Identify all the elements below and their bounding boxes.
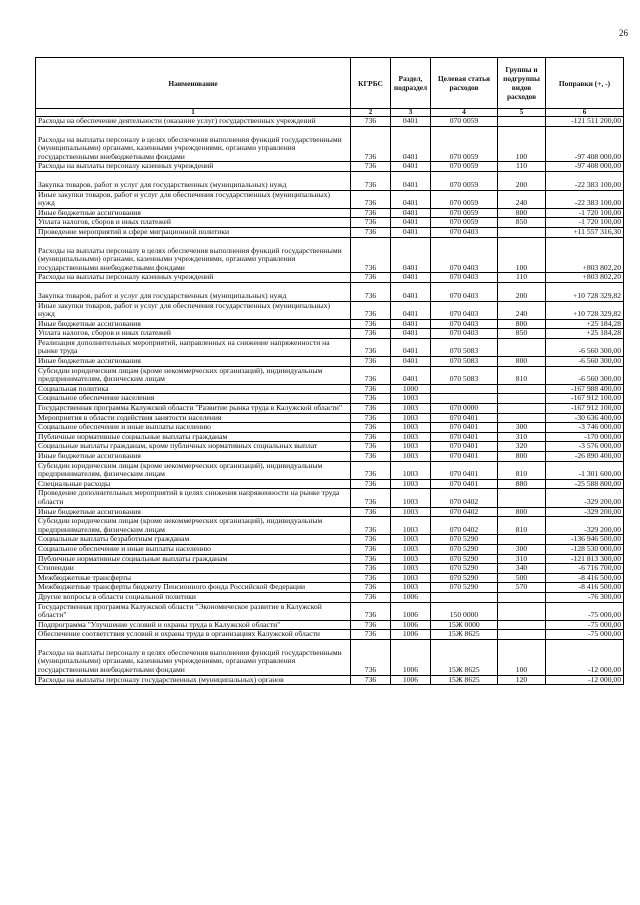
row-kgrbs: 736 (351, 394, 391, 404)
row-name: Иные бюджетные ассигнования (36, 357, 351, 367)
row-section: 1003 (391, 461, 431, 479)
row-section: 1003 (391, 554, 431, 564)
row-section: 0401 (391, 357, 431, 367)
row-group: 110 (498, 273, 546, 283)
row-group: 200 (498, 171, 546, 190)
row-group: 240 (498, 301, 546, 319)
row-kgrbs: 736 (351, 461, 391, 479)
table-header-row (36, 58, 624, 109)
row-kgrbs: 736 (351, 564, 391, 574)
row-group: 880 (498, 479, 546, 489)
header-section: Раздел, подраздел (391, 58, 431, 109)
row-amount: +25 184,28 (546, 329, 624, 339)
row-kgrbs: 736 (351, 218, 391, 228)
row-kgrbs: 736 (351, 507, 391, 517)
row-name: Иные бюджетные ассигнования (36, 452, 351, 462)
row-kgrbs: 736 (351, 432, 391, 442)
row-group (498, 602, 546, 620)
row-name: Иные бюджетные ассигнования (36, 507, 351, 517)
table-row (36, 517, 624, 535)
row-article: 070 0059 (431, 126, 498, 162)
row-group (498, 489, 546, 507)
row-name: Социальные выплаты гражданам, кроме публичных нормативных социальных выплат (36, 442, 351, 452)
row-name: Субсидии юридическим лицам (кроме некоммерческих организаций), индивидуальным предпринимателям, физическим лицам (36, 461, 351, 479)
table-row (36, 282, 624, 301)
row-article: 15Ж 0000 (431, 620, 498, 630)
row-kgrbs: 736 (351, 282, 391, 301)
row-kgrbs: 736 (351, 384, 391, 394)
row-section: 1006 (391, 592, 431, 602)
row-section: 0401 (391, 338, 431, 356)
budget-amendments-table (35, 57, 624, 685)
row-name: Обеспечение соответствия условий и охраны труда в организациях Калужской области (36, 630, 351, 640)
row-kgrbs: 736 (351, 126, 391, 162)
row-kgrbs: 736 (351, 366, 391, 384)
row-name: Закупка товаров, работ и услуг для государственных (муниципальных) нужд (36, 282, 351, 301)
row-name: Расходы на выплаты персоналу в целях обеспечения выполнения функций государственными (муниципальными) органами, казенными учреждениями, органами управления государственными внебюджетными фондами (36, 126, 351, 162)
row-kgrbs: 736 (351, 630, 391, 640)
row-article: 070 5290 (431, 564, 498, 574)
table-row (36, 461, 624, 479)
table-row (36, 273, 624, 283)
row-name: Социальное обеспечение и иные выплаты населению (36, 544, 351, 554)
row-kgrbs: 736 (351, 583, 391, 593)
row-name: Подпрограмма "Улучшение условий и охраны труда в Калужской области" (36, 620, 351, 630)
row-kgrbs: 736 (351, 338, 391, 356)
row-group (498, 620, 546, 630)
row-section: 1003 (391, 535, 431, 545)
row-name: Иные закупки товаров, работ и услуг для обеспечения государственных (муниципальных) нужд (36, 301, 351, 319)
row-amount: -121 813 300,00 (546, 554, 624, 564)
table-row (36, 602, 624, 620)
row-group (498, 535, 546, 545)
row-name: Иные закупки товаров, работ и услуг для обеспечения государственных (муниципальных) нужд (36, 190, 351, 208)
row-group: 800 (498, 452, 546, 462)
row-name: Межбюджетные трансферты (36, 573, 351, 583)
row-name: Социальная политика (36, 384, 351, 394)
row-amount: -329 200,00 (546, 517, 624, 535)
table-row (36, 489, 624, 507)
row-group: 810 (498, 517, 546, 535)
row-article: 070 5083 (431, 338, 498, 356)
row-group: 850 (498, 218, 546, 228)
table-row (36, 162, 624, 172)
table-row (36, 592, 624, 602)
row-amount: -22 383 100,00 (546, 190, 624, 208)
row-section: 0401 (391, 329, 431, 339)
row-section: 1003 (391, 489, 431, 507)
row-section: 1003 (391, 583, 431, 593)
row-group: 810 (498, 366, 546, 384)
row-kgrbs: 736 (351, 620, 391, 630)
row-amount: -167 988 400,00 (546, 384, 624, 394)
row-amount: -3 746 000,00 (546, 423, 624, 433)
row-amount: -1 720 100,00 (546, 208, 624, 218)
row-section: 0401 (391, 273, 431, 283)
row-amount: -12 000,00 (546, 675, 624, 685)
row-kgrbs: 736 (351, 554, 391, 564)
table-row (36, 544, 624, 554)
row-kgrbs: 736 (351, 423, 391, 433)
table-row (36, 237, 624, 273)
row-kgrbs: 736 (351, 117, 391, 127)
table-row (36, 301, 624, 319)
row-article: 070 0403 (431, 273, 498, 283)
row-article: 070 0403 (431, 301, 498, 319)
row-kgrbs: 736 (351, 442, 391, 452)
row-article: 070 5290 (431, 554, 498, 564)
column-number: 2 (351, 109, 391, 117)
row-amount: -75 000,00 (546, 630, 624, 640)
row-article: 070 0059 (431, 117, 498, 127)
row-group: 310 (498, 432, 546, 442)
row-amount: +803 802,20 (546, 273, 624, 283)
row-kgrbs: 736 (351, 171, 391, 190)
table-row (36, 218, 624, 228)
row-amount: -12 000,00 (546, 639, 624, 675)
row-kgrbs: 736 (351, 535, 391, 545)
row-amount: -76 300,00 (546, 592, 624, 602)
row-name: Субсидии юридическим лицам (кроме некоммерческих организаций), индивидуальным предпринимателям, физическим лицам (36, 517, 351, 535)
row-article: 070 0403 (431, 237, 498, 273)
table-row (36, 583, 624, 593)
row-amount: -25 588 800,00 (546, 479, 624, 489)
column-number: 4 (431, 109, 498, 117)
row-group (498, 630, 546, 640)
table-row (36, 630, 624, 640)
row-article: 070 0059 (431, 208, 498, 218)
row-group: 300 (498, 423, 546, 433)
row-amount: -121 511 200,00 (546, 117, 624, 127)
row-section: 0401 (391, 282, 431, 301)
row-amount: -167 912 100,00 (546, 394, 624, 404)
row-name: Иные бюджетные ассигнования (36, 319, 351, 329)
row-article: 070 0401 (431, 423, 498, 433)
row-name: Иные бюджетные ассигнования (36, 208, 351, 218)
row-article: 070 0401 (431, 479, 498, 489)
row-article: 070 0059 (431, 171, 498, 190)
row-section: 0401 (391, 237, 431, 273)
row-group: 320 (498, 442, 546, 452)
column-number: 1 (36, 109, 351, 117)
row-article: 070 0403 (431, 319, 498, 329)
row-kgrbs: 736 (351, 329, 391, 339)
row-amount: -30 636 400,00 (546, 413, 624, 423)
row-article (431, 384, 498, 394)
row-article: 070 0402 (431, 489, 498, 507)
row-amount: +25 184,28 (546, 319, 624, 329)
row-group (498, 592, 546, 602)
row-kgrbs: 736 (351, 573, 391, 583)
row-name: Уплата налогов, сборов и иных платежей (36, 329, 351, 339)
row-name: Субсидии юридическим лицам (кроме некоммерческих организаций), индивидуальным предпринимателям, физическим лицам (36, 366, 351, 384)
table-row (36, 117, 624, 127)
row-article: 15Ж 8625 (431, 630, 498, 640)
table-row (36, 329, 624, 339)
row-kgrbs: 736 (351, 452, 391, 462)
row-group: 110 (498, 162, 546, 172)
row-section: 1006 (391, 630, 431, 640)
row-name: Расходы на выплаты персоналу казенных учреждений (36, 162, 351, 172)
table-row (36, 639, 624, 675)
row-section: 0401 (391, 301, 431, 319)
row-kgrbs: 736 (351, 273, 391, 283)
row-article: 070 0402 (431, 517, 498, 535)
row-name: Специальные расходы (36, 479, 351, 489)
row-section: 1003 (391, 413, 431, 423)
row-amount: -128 530 000,00 (546, 544, 624, 554)
row-amount: -1 301 600,00 (546, 461, 624, 479)
row-kgrbs: 736 (351, 675, 391, 685)
row-section: 1003 (391, 404, 431, 414)
table-row (36, 338, 624, 356)
row-section: 1000 (391, 384, 431, 394)
row-article: 070 0401 (431, 442, 498, 452)
table-row (36, 126, 624, 162)
row-group: 800 (498, 357, 546, 367)
row-name: Уплата налогов, сборов и иных платежей (36, 218, 351, 228)
row-name: Расходы на выплаты персоналу в целях обеспечения выполнения функций государственными (муниципальными) органами, казенными учреждениями, органами управления государственными внебюджетными фондами (36, 237, 351, 273)
row-article: 070 5290 (431, 535, 498, 545)
row-name: Стипендии (36, 564, 351, 574)
row-group: 570 (498, 583, 546, 593)
row-kgrbs: 736 (351, 208, 391, 218)
row-group: 500 (498, 573, 546, 583)
row-amount: +11 557 316,30 (546, 227, 624, 237)
row-group: 100 (498, 126, 546, 162)
row-name: Межбюджетные трансферты бюджету Пенсионного фонда Российской Федерации (36, 583, 351, 593)
row-group: 100 (498, 237, 546, 273)
row-section: 1003 (391, 507, 431, 517)
row-amount: +10 728 329,82 (546, 282, 624, 301)
row-amount: -97 408 000,00 (546, 162, 624, 172)
row-section: 0401 (391, 190, 431, 208)
row-article: 070 0403 (431, 227, 498, 237)
row-section: 0401 (391, 366, 431, 384)
page-number: 26 (619, 28, 628, 38)
row-amount: -3 576 000,00 (546, 442, 624, 452)
row-name: Проведение дополнительных мероприятий в целях снижения напряженности на рынке труда области (36, 489, 351, 507)
row-article: 070 0401 (431, 452, 498, 462)
row-article: 070 5083 (431, 357, 498, 367)
row-group: 800 (498, 319, 546, 329)
row-amount: -8 416 500,00 (546, 573, 624, 583)
header-amount: Поправки (+, -) (546, 58, 624, 109)
row-name: Расходы на выплаты персоналу государственных (муниципальных) органов (36, 675, 351, 685)
table-row (36, 357, 624, 367)
row-amount: -22 383 100,00 (546, 171, 624, 190)
row-group: 100 (498, 639, 546, 675)
table-row (36, 554, 624, 564)
row-name: Реализация дополнительных мероприятий, направленных на снижение напряженности на рынке труда (36, 338, 351, 356)
row-amount: -167 912 100,00 (546, 404, 624, 414)
row-kgrbs: 736 (351, 544, 391, 554)
row-amount: -329 200,00 (546, 507, 624, 517)
row-name: Социальное обеспечение и иные выплаты населению (36, 423, 351, 433)
table-row (36, 227, 624, 237)
header-article: Целевая статья расходов (431, 58, 498, 109)
row-amount: +803 802,20 (546, 237, 624, 273)
column-number: 6 (546, 109, 624, 117)
row-group (498, 394, 546, 404)
row-kgrbs: 736 (351, 479, 391, 489)
row-section: 0401 (391, 319, 431, 329)
row-name: Публичные нормативные социальные выплаты гражданам (36, 554, 351, 564)
row-name: Расходы на обеспечение деятельности (оказание услуг) государственных учреждений (36, 117, 351, 127)
table-row (36, 404, 624, 414)
row-amount: -329 200,00 (546, 489, 624, 507)
row-article: 070 0059 (431, 162, 498, 172)
row-group: 800 (498, 507, 546, 517)
row-amount: -6 560 300,00 (546, 366, 624, 384)
row-group: 800 (498, 208, 546, 218)
row-article: 15Ж 8625 (431, 639, 498, 675)
row-name: Публичные нормативные социальные выплаты гражданам (36, 432, 351, 442)
row-amount: -6 560 300,00 (546, 357, 624, 367)
row-amount: -136 946 500,00 (546, 535, 624, 545)
row-section: 0401 (391, 126, 431, 162)
row-amount: -170 000,00 (546, 432, 624, 442)
row-section: 0401 (391, 117, 431, 127)
table-body (36, 117, 624, 685)
column-number: 3 (391, 109, 431, 117)
row-kgrbs: 736 (351, 404, 391, 414)
row-group: 240 (498, 190, 546, 208)
row-kgrbs: 736 (351, 190, 391, 208)
row-article: 070 5290 (431, 583, 498, 593)
row-amount: -26 890 400,00 (546, 452, 624, 462)
row-kgrbs: 736 (351, 301, 391, 319)
row-article: 070 5083 (431, 366, 498, 384)
row-section: 1003 (391, 517, 431, 535)
row-group: 300 (498, 544, 546, 554)
row-amount: -6 560 300,00 (546, 338, 624, 356)
row-kgrbs: 736 (351, 602, 391, 620)
row-section: 0401 (391, 208, 431, 218)
row-name: Мероприятия в области содействия занятости населения (36, 413, 351, 423)
row-article: 070 0401 (431, 432, 498, 442)
row-article: 070 5290 (431, 544, 498, 554)
row-group: 120 (498, 675, 546, 685)
row-name: Расходы на выплаты персоналу в целях обеспечения выполнения функций государственными (муниципальными) органами, казенными учреждениями, органами управления государственными внебюджетными фондами (36, 639, 351, 675)
table-row (36, 423, 624, 433)
row-kgrbs: 736 (351, 227, 391, 237)
row-kgrbs: 736 (351, 237, 391, 273)
header-name: Наименование (36, 58, 351, 109)
table-row (36, 366, 624, 384)
row-article: 070 0000 (431, 404, 498, 414)
row-section: 0401 (391, 162, 431, 172)
row-amount: +10 728 329,82 (546, 301, 624, 319)
row-group: 200 (498, 282, 546, 301)
row-group (498, 338, 546, 356)
row-group: 810 (498, 461, 546, 479)
row-section: 1003 (391, 573, 431, 583)
row-group (498, 384, 546, 394)
row-group: 850 (498, 329, 546, 339)
row-article: 070 0059 (431, 218, 498, 228)
row-name: Социальное обеспечение населения (36, 394, 351, 404)
row-kgrbs: 736 (351, 162, 391, 172)
row-group (498, 404, 546, 414)
row-article: 070 0403 (431, 329, 498, 339)
table-row (36, 535, 624, 545)
row-kgrbs: 736 (351, 517, 391, 535)
row-article: 15Ж 8625 (431, 675, 498, 685)
row-section: 0401 (391, 171, 431, 190)
row-article: 070 0402 (431, 507, 498, 517)
row-kgrbs: 736 (351, 639, 391, 675)
row-article: 070 0403 (431, 282, 498, 301)
row-name: Другие вопросы в области социальной политики (36, 592, 351, 602)
table-row (36, 675, 624, 685)
row-article: 150 0000 (431, 602, 498, 620)
row-section: 1006 (391, 620, 431, 630)
row-group (498, 227, 546, 237)
row-kgrbs: 736 (351, 357, 391, 367)
row-group (498, 117, 546, 127)
row-section: 0401 (391, 227, 431, 237)
row-section: 1003 (391, 452, 431, 462)
row-name: Закупка товаров, работ и услуг для государственных (муниципальных) нужд (36, 171, 351, 190)
table-row (36, 564, 624, 574)
row-name: Государственная программа Калужской области "Экономическое развитие в Калужской области" (36, 602, 351, 620)
row-section: 1003 (391, 479, 431, 489)
row-section: 1003 (391, 564, 431, 574)
row-section: 1003 (391, 423, 431, 433)
row-article: 070 0059 (431, 190, 498, 208)
row-group: 310 (498, 554, 546, 564)
row-section: 0401 (391, 218, 431, 228)
row-name: Проведение мероприятий в сфере миграционной политики (36, 227, 351, 237)
column-number: 5 (498, 109, 546, 117)
row-amount: -6 716 700,00 (546, 564, 624, 574)
row-name: Социальные выплаты безработным гражданам (36, 535, 351, 545)
row-kgrbs: 736 (351, 489, 391, 507)
row-section: 1006 (391, 602, 431, 620)
row-amount: -75 000,00 (546, 602, 624, 620)
row-article: 070 0401 (431, 413, 498, 423)
row-article: 070 0401 (431, 461, 498, 479)
row-kgrbs: 736 (351, 413, 391, 423)
row-article: 070 5290 (431, 573, 498, 583)
header-kgrbs: КГРБС (351, 58, 391, 109)
row-name: Государственная программа Калужской области "Развитие рынка труда в Калужской области" (36, 404, 351, 414)
row-amount: -8 416 500,00 (546, 583, 624, 593)
table-row (36, 171, 624, 190)
row-section: 1006 (391, 675, 431, 685)
row-section: 1003 (391, 432, 431, 442)
row-section: 1006 (391, 639, 431, 675)
row-section: 1003 (391, 544, 431, 554)
row-section: 1003 (391, 394, 431, 404)
row-kgrbs: 736 (351, 592, 391, 602)
row-group: 340 (498, 564, 546, 574)
row-amount: -75 000,00 (546, 620, 624, 630)
table-row (36, 190, 624, 208)
row-amount: -1 720 100,00 (546, 218, 624, 228)
row-name: Расходы на выплаты персоналу казенных учреждений (36, 273, 351, 283)
row-kgrbs: 736 (351, 319, 391, 329)
row-article (431, 592, 498, 602)
row-amount: -97 408 000,00 (546, 126, 624, 162)
row-section: 1003 (391, 442, 431, 452)
table-row (36, 452, 624, 462)
header-groups: Группы и подгруппы видов расходов (498, 58, 546, 109)
